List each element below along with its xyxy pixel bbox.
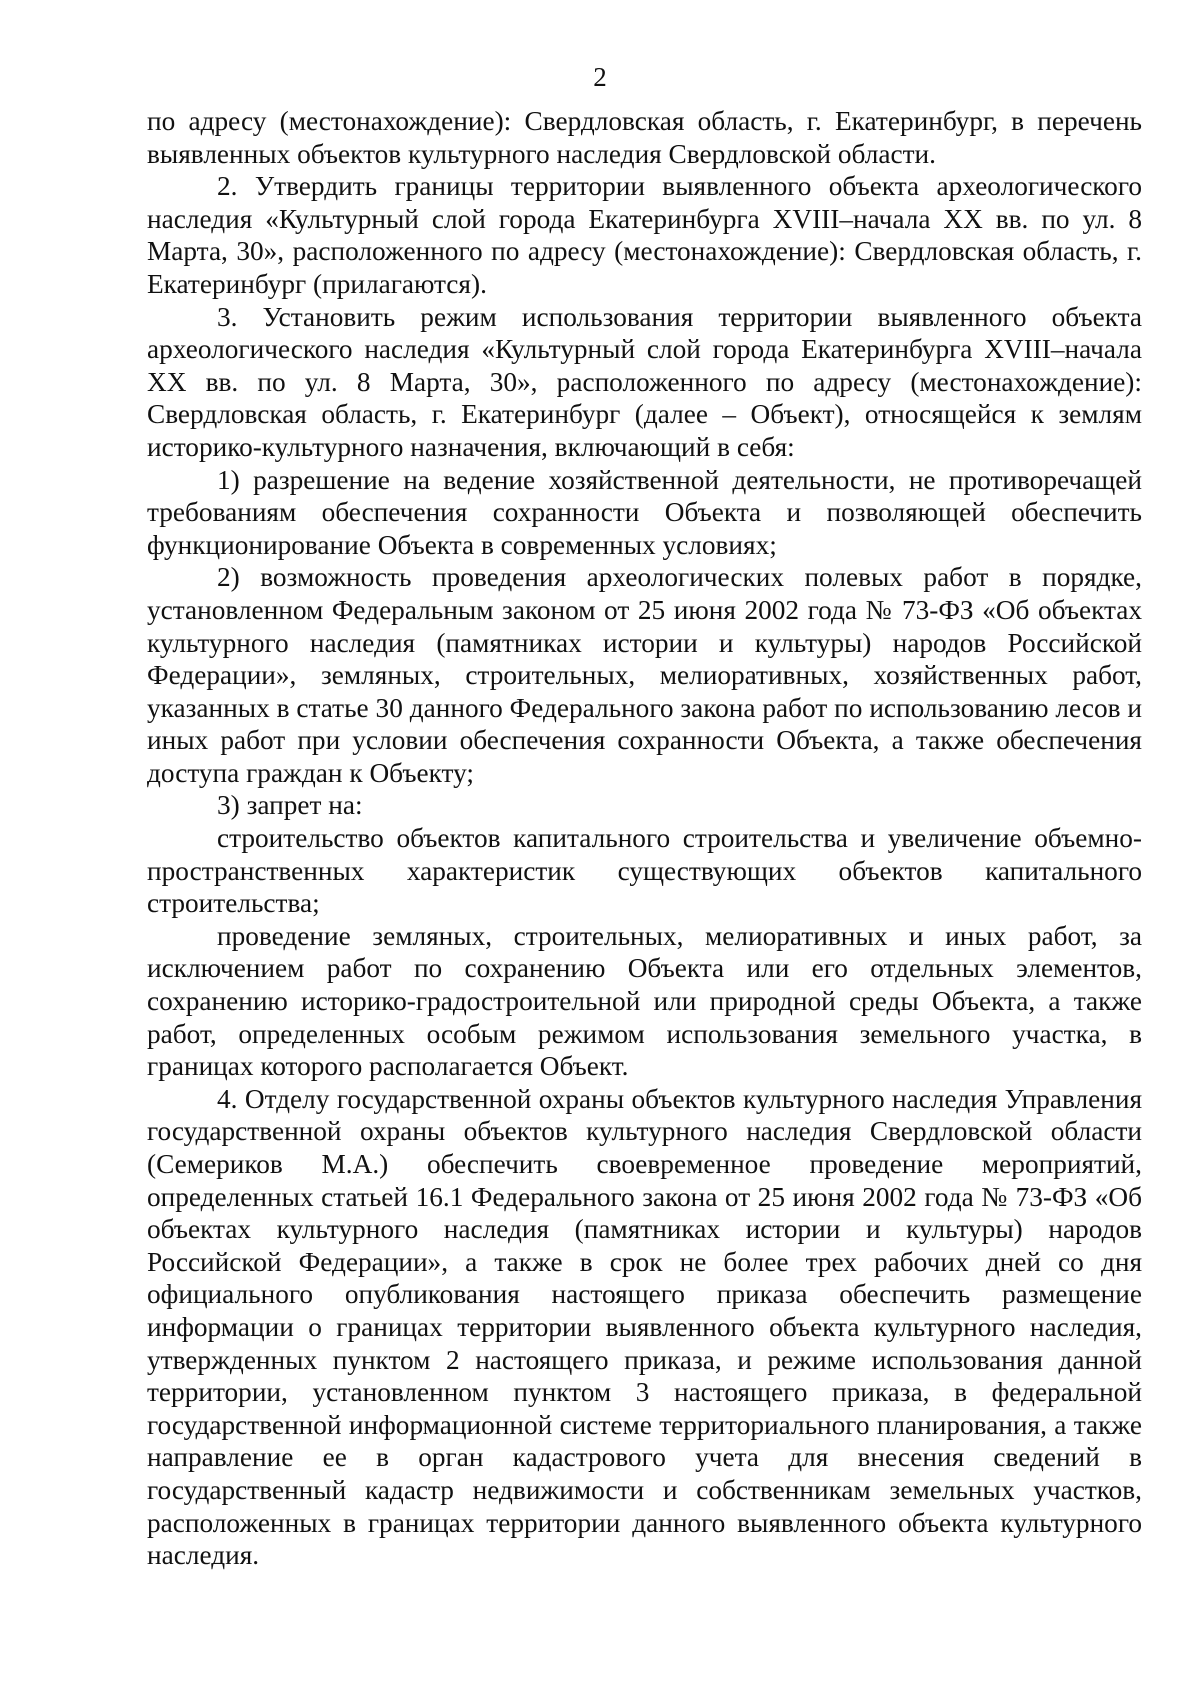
paragraph-continuation: по адресу (местонахождение): Свердловская область, г. Екатеринбург, в перечень выявленных объектов культурного наследия Свердловской области. bbox=[147, 106, 1142, 169]
paragraph-subitem-1: 1) разрешение на ведение хозяйственной деятельности, не противоречащей требованиям обеспечения сохранности Объекта и позволяющей обеспечить функционирование Объекта в современных условиях; bbox=[147, 464, 1142, 560]
paragraph-prohibition-construction: строительство объектов капитального строительства и увеличение объемно-пространственных характеристик существующих объектов капитального строительства; bbox=[147, 823, 1142, 919]
paragraph-prohibition-works: проведение земляных, строительных, мелиоративных и иных работ, за исключением работ по сохранению Объекта или его отдельных элементов, сохранению историко-градостроительной или природной среды Объекта, а также работ, определенных особым режимом использования земельного участка, в границах которого располагается Объект. bbox=[147, 920, 1142, 1082]
paragraph-item-4: 4. Отделу государственной охраны объектов культурного наследия Управления государственной охраны объектов культурного наследия Свердловской области (Семериков М.А.) обеспечить своевременное проведение мероприятий, определенных статьей 16.1 Федерального закона от 25 июня 2002 года № 73-ФЗ «Об объектах культурного наследия (памятниках истории и культуры) народов Российской Федерации», а также в срок не более трех рабочих дней со дня официального опубликования настоящего приказа обеспечить размещение информации о границах территории выявленного объекта культурного наследия, утвержденных пунктом 2 настоящего приказа, и режиме использования данной территории, установленном пунктом 3 настоящего приказа, в федеральной государственной информационной системе территориального планирования, а также направление ее в орган кадастрового учета для внесения сведений в государственный кадастр недвижимости и собственникам земельных участков, расположенных в границах территории данного выявленного объекта культурного наследия. bbox=[147, 1083, 1142, 1571]
paragraph-subitem-3: 3) запрет на: bbox=[217, 790, 363, 821]
paragraph-item-3: 3. Установить режим использования территории выявленного объекта археологического наследия «Культурный слой города Екатеринбурга XVIII–начала XX вв. по ул. 8 Марта, 30», расположенного по адресу (местонахождение): Свердловская область, г. Екатеринбург (далее – Объект), относящейся к землям историко-культурного назначения, включающий в себя: bbox=[147, 301, 1142, 462]
paragraph-item-2: 2. Утвердить границы территории выявленного объекта археологического наследия «Культурный слой города Екатеринбурга XVIII–начала XX вв. по ул. 8 Марта, 30», расположенного по адресу (местонахождение): Свердловская область, г. Екатеринбург (прилагаются). bbox=[147, 171, 1142, 299]
paragraph-subitem-2: 2) возможность проведения археологических полевых работ в порядке, установленном Федеральным законом от 25 июня 2002 года № 73-ФЗ «Об объектах культурного наследия (памятниках истории и культуры) народов Российской Федерации», земляных, строительных, мелиоративных, хозяйственных работ, указанных в статье 30 данного Федерального закона работ по использованию лесов и иных работ при условии обеспечения сохранности Объекта, а также обеспечения доступа граждан к Объекту; bbox=[147, 562, 1142, 788]
document-body bbox=[147, 105, 1142, 1572]
page-number: 2 bbox=[593, 62, 607, 92]
